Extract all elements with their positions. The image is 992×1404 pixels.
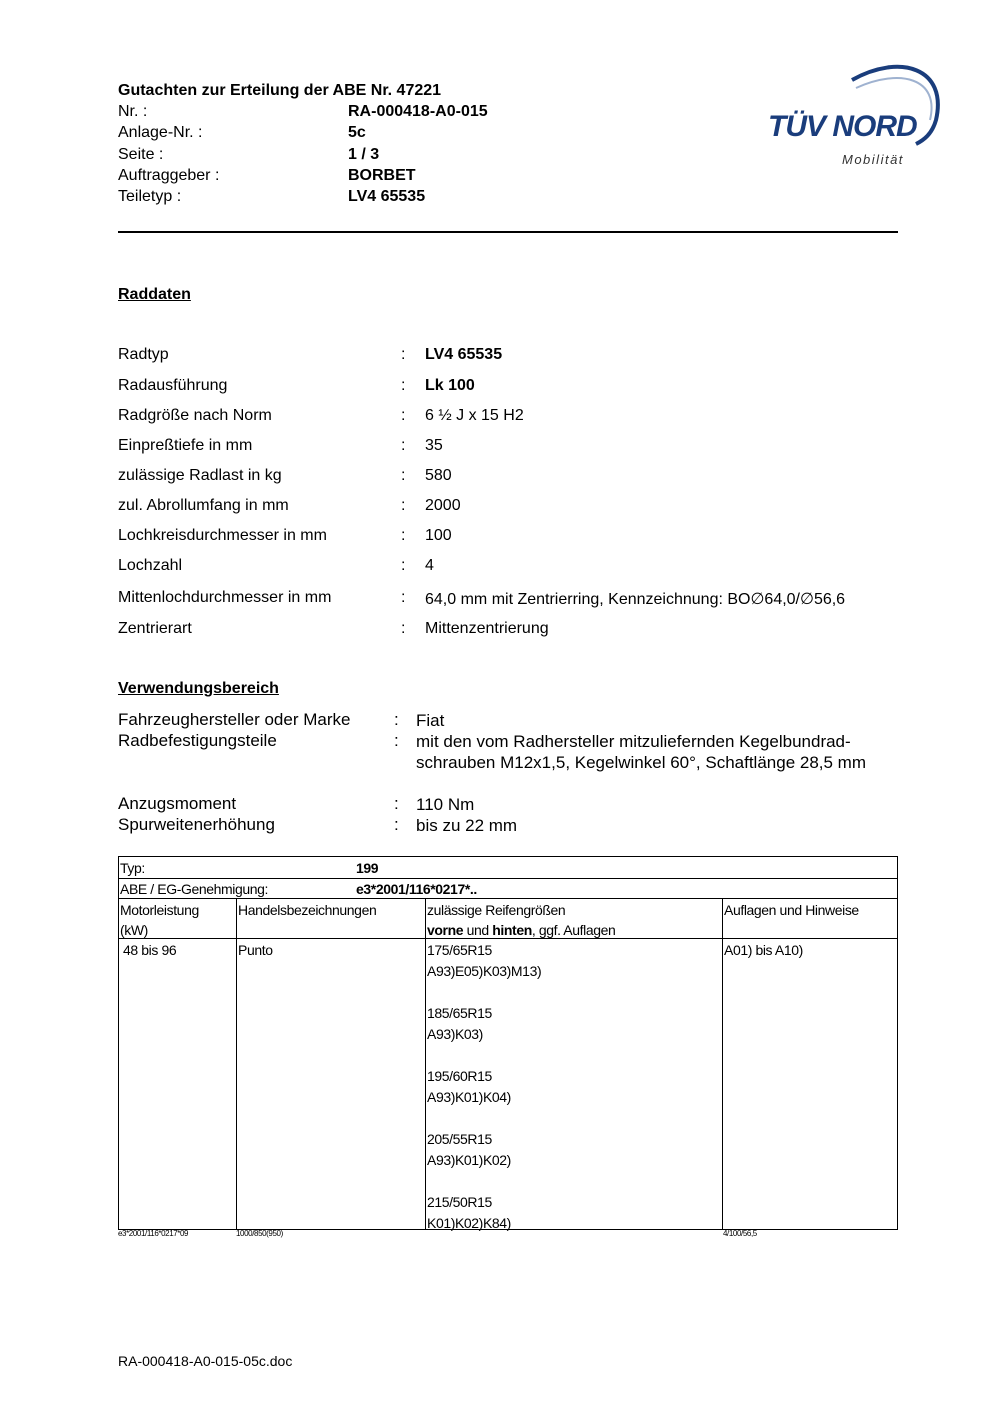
tyre-entry xyxy=(427,1066,721,1108)
header-vorne: vorne xyxy=(427,922,464,938)
cell-handel xyxy=(237,939,426,1229)
header-divider xyxy=(118,231,898,233)
raddaten-value: 580 xyxy=(425,467,452,484)
raddaten-row xyxy=(118,497,898,519)
header-label: Nr. : xyxy=(118,103,148,120)
cell-motor xyxy=(119,939,237,1229)
verwendung-value: bis zu 22 mm xyxy=(416,816,518,835)
tyre-entry xyxy=(427,1003,721,1045)
tyre-codes: K01)K02)K84) xyxy=(427,1215,511,1231)
raddaten-value: 35 xyxy=(425,437,443,454)
tyre-size: 185/65R15 xyxy=(427,1005,492,1021)
header-hinten: hinten xyxy=(492,922,532,938)
header-text: (kW) xyxy=(120,922,148,938)
verwendung-label: Spurweitenerhöhung xyxy=(118,815,275,834)
colon: : xyxy=(401,620,406,637)
colon: : xyxy=(394,731,399,750)
raddaten-label: Radtyp xyxy=(118,346,169,363)
header-label: Seite : xyxy=(118,146,164,163)
header-text: Auflagen und Hinweise xyxy=(724,902,859,918)
colon: : xyxy=(394,794,399,813)
header-cell-reifen xyxy=(426,899,723,938)
colon: : xyxy=(401,407,406,424)
raddaten-value: Mittenzentrierung xyxy=(425,620,549,637)
raddaten-label: zulässige Radlast in kg xyxy=(118,467,282,484)
raddaten-value: 64,0 mm mit Zentrierring, Kennzeichnung: BO∅64,0/∅56,6 xyxy=(425,591,846,608)
raddaten-row xyxy=(118,467,898,489)
tyre-entry xyxy=(427,1192,721,1234)
verwendung-label: Fahrzeughersteller oder Marke xyxy=(118,710,351,729)
raddaten-value: 4 xyxy=(425,557,434,574)
logo-subtitle: Mobilität xyxy=(842,152,904,167)
raddaten-row xyxy=(118,527,898,549)
cell-auflagen xyxy=(723,939,897,1229)
table-header-row xyxy=(119,899,897,939)
header-value: BORBET xyxy=(348,167,416,184)
header-text-line2 xyxy=(427,920,721,940)
motor-value: 48 bis 96 xyxy=(123,942,177,958)
raddaten-label: Radausführung xyxy=(118,377,228,394)
document-title: Gutachten zur Erteilung der ABE Nr. 47221 xyxy=(118,82,442,99)
vehicle-table xyxy=(118,856,898,1230)
header-label: Anlage-Nr. : xyxy=(118,124,203,141)
colon: : xyxy=(394,815,399,834)
table-footnote: e3*2001/116*0217*09 xyxy=(118,1229,189,1238)
colon: : xyxy=(401,589,406,606)
colon: : xyxy=(394,710,399,729)
header-cell-handel xyxy=(237,899,426,938)
header-value: LV4 65535 xyxy=(348,188,426,205)
tyre-size: 215/50R15 xyxy=(427,1194,492,1210)
header-value: RA-000418-A0-015 xyxy=(348,103,488,120)
raddaten-label: Lochkreisdurchmesser in mm xyxy=(118,527,327,544)
raddaten-row xyxy=(118,589,898,611)
raddaten-value: LV4 65535 xyxy=(425,346,503,363)
header-label: Teiletyp : xyxy=(118,188,182,205)
tyre-codes: A93)K03) xyxy=(427,1026,483,1042)
colon: : xyxy=(401,557,406,574)
tyre-size: 175/65R15 xyxy=(427,942,492,958)
table-footnote: 4/100/56,5 xyxy=(723,1229,757,1238)
colon: : xyxy=(401,437,406,454)
auflagen-value: A01) bis A10) xyxy=(724,942,803,958)
table-footnote: 1000/850(950) xyxy=(236,1229,283,1238)
raddaten-row xyxy=(118,377,898,399)
header-text: zulässige Reifengrößen xyxy=(427,902,566,918)
table-row xyxy=(119,939,897,1229)
tuv-nord-logo xyxy=(760,58,950,173)
tyre-codes: A93)K01)K02) xyxy=(427,1152,511,1168)
tyre-codes: A93)K01)K04) xyxy=(427,1089,511,1105)
header-cell-motor xyxy=(119,899,237,938)
header-und: und xyxy=(463,922,493,938)
verwendung-label: Radbefestigungsteile xyxy=(118,731,277,750)
typ-label: Typ: xyxy=(120,860,145,876)
table-row-typ xyxy=(119,857,897,879)
abe-label: ABE / EG-Genehmigung: xyxy=(120,881,269,897)
raddaten-value: 6 ½ J x 15 H2 xyxy=(425,407,524,424)
verwendung-value: 110 Nm xyxy=(416,795,475,814)
raddaten-row xyxy=(118,407,898,429)
table-row-abe xyxy=(119,879,897,899)
raddaten-label: Einpreßtiefe in mm xyxy=(118,437,253,454)
colon: : xyxy=(401,377,406,394)
raddaten-label: Zentrierart xyxy=(118,620,192,637)
header-text: Handelsbezeichnungen xyxy=(238,902,377,918)
colon: : xyxy=(401,497,406,514)
handel-value: Punto xyxy=(238,942,273,958)
raddaten-row xyxy=(118,346,898,368)
header-rest: , ggf. Auflagen xyxy=(531,922,616,938)
raddaten-value: 2000 xyxy=(425,497,461,514)
raddaten-value: Lk 100 xyxy=(425,377,475,394)
raddaten-value: 100 xyxy=(425,527,452,544)
cell-reifen xyxy=(426,939,723,1229)
section-title-raddaten: Raddaten xyxy=(118,286,191,303)
verwendung-value: mit den vom Radhersteller mitzuliefernden Kegelbundrad-schrauben M12x1,5, Kegelwinkel 60°, Schaftlänge 28,5 mm xyxy=(416,732,867,772)
colon: : xyxy=(401,346,406,363)
raddaten-label: Lochzahl xyxy=(118,557,183,574)
typ-value: 199 xyxy=(356,860,379,876)
verwendung-value: Fiat xyxy=(416,711,445,730)
raddaten-label: Radgröße nach Norm xyxy=(118,407,272,424)
header-label: Auftraggeber : xyxy=(118,167,220,184)
header-text: Motorleistung xyxy=(120,902,199,918)
tyre-size: 195/60R15 xyxy=(427,1068,492,1084)
raddaten-row xyxy=(118,620,898,642)
raddaten-row xyxy=(118,557,898,579)
tyre-entry xyxy=(427,1129,721,1171)
document-filename: RA-000418-A0-015-05c.doc xyxy=(118,1353,293,1369)
logo-brand: TÜV NORD xyxy=(768,110,917,143)
colon: : xyxy=(401,467,406,484)
abe-value: e3*2001/116*0217*.. xyxy=(356,881,477,897)
tyre-entry xyxy=(427,940,721,982)
verwendung-label: Anzugsmoment xyxy=(118,794,237,813)
raddaten-label: Mittenlochdurchmesser in mm xyxy=(118,589,332,606)
header-value: 1 / 3 xyxy=(348,146,380,163)
raddaten-label: zul. Abrollumfang in mm xyxy=(118,497,289,514)
raddaten-row xyxy=(118,437,898,459)
tyre-size: 205/55R15 xyxy=(427,1131,492,1147)
header-cell-auflagen xyxy=(723,899,897,938)
tyre-codes: A93)E05)K03)M13) xyxy=(427,963,542,979)
section-title-verwendungsbereich: Verwendungsbereich xyxy=(118,680,279,697)
colon: : xyxy=(401,527,406,544)
header-value: 5c xyxy=(348,124,366,141)
